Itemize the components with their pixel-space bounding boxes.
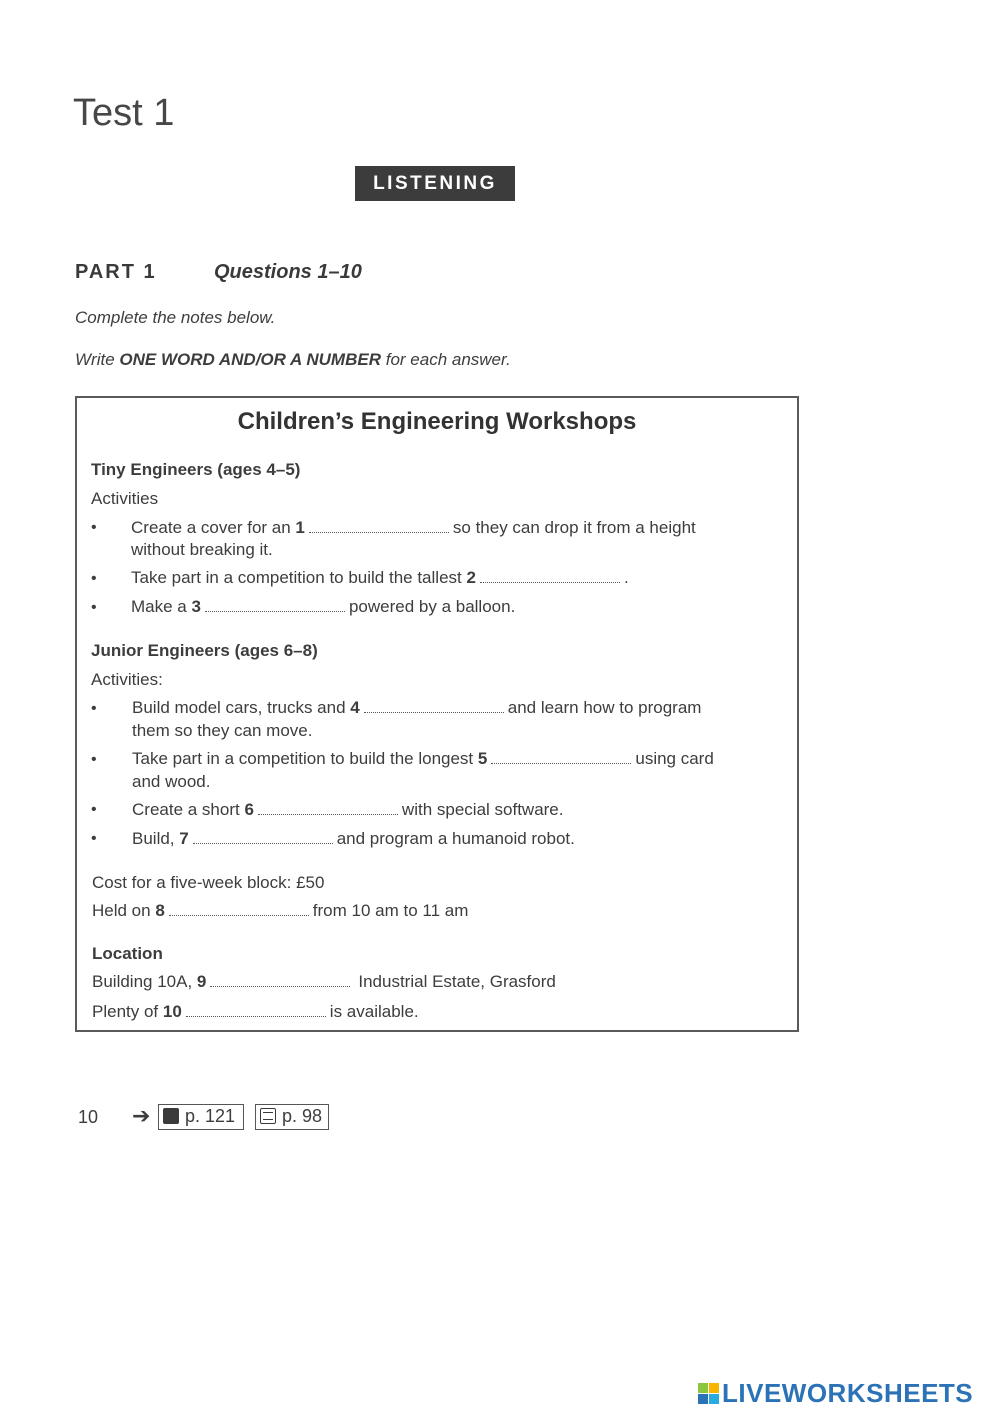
bullet-icon: • xyxy=(91,599,97,616)
arrow-right-icon: ➔ xyxy=(132,1103,151,1128)
section-banner: LISTENING xyxy=(355,166,515,201)
text: Create a short xyxy=(132,800,245,819)
junior-activities-label: Activities: xyxy=(91,670,163,689)
reference-text: p. 121 xyxy=(185,1106,236,1126)
notes-title: Children’s Engineering Workshops xyxy=(237,408,637,435)
page-number: 10 xyxy=(78,1107,99,1127)
tiny-activity-3 xyxy=(131,597,515,617)
junior-activity-3 xyxy=(132,800,564,820)
notes-box xyxy=(75,396,799,1032)
question-number: 9 xyxy=(196,972,207,991)
answer-gap-10[interactable] xyxy=(186,1005,326,1017)
tiny-activities-label: Activities xyxy=(91,489,159,508)
question-number: 1 xyxy=(295,518,305,537)
question-number: 6 xyxy=(244,800,254,819)
instruction-prefix: Write xyxy=(75,350,120,369)
question-number: 5 xyxy=(477,749,488,768)
text: Create a cover for an xyxy=(131,518,296,537)
answer-key-icon xyxy=(260,1108,276,1124)
text: Build, xyxy=(132,829,180,848)
text: Take part in a competition to build the tallest xyxy=(131,568,467,587)
bullet-icon: • xyxy=(91,700,97,717)
answer-gap-2[interactable] xyxy=(480,571,620,583)
junior-activity-1 xyxy=(132,698,701,718)
bullet-icon: • xyxy=(91,751,97,768)
text: and learn how to program xyxy=(507,698,702,717)
brand-name: LIVEWORKSHEETS xyxy=(722,1378,974,1408)
question-number: 7 xyxy=(179,829,189,848)
tiny-activity-2 xyxy=(131,568,629,588)
text: Building 10A, xyxy=(92,972,197,991)
text: Build model cars, trucks and xyxy=(132,698,351,717)
text: Held on xyxy=(92,901,156,920)
answer-gap-9[interactable] xyxy=(210,975,350,987)
junior-activity-2-cont: and wood. xyxy=(132,772,211,791)
answer-key-reference[interactable] xyxy=(255,1104,329,1130)
text: is available. xyxy=(329,1002,419,1021)
bullet-icon: • xyxy=(91,830,97,847)
reference-text: p. 98 xyxy=(282,1106,323,1126)
part-heading xyxy=(75,261,362,284)
tiny-engineers-heading: Tiny Engineers (ages 4–5) xyxy=(91,460,301,479)
part-questions: Questions 1–10 xyxy=(214,261,362,283)
text: Make a xyxy=(131,597,192,616)
text: . xyxy=(623,568,629,587)
answer-gap-5[interactable] xyxy=(491,752,631,764)
held-info xyxy=(92,901,468,921)
liveworksheets-brand[interactable] xyxy=(698,1378,973,1408)
part-label: PART 1 xyxy=(75,261,157,283)
text: Plenty of xyxy=(92,1002,163,1021)
text: powered by a balloon. xyxy=(348,597,516,616)
text: using card xyxy=(635,749,714,768)
text: and program a humanoid robot. xyxy=(336,829,575,848)
liveworksheets-logo-icon xyxy=(698,1383,720,1405)
instruction-word-limit xyxy=(75,350,511,370)
text: Industrial Estate, Grasford xyxy=(358,972,556,991)
answer-gap-6[interactable] xyxy=(258,803,398,815)
answer-gap-3[interactable] xyxy=(205,600,345,612)
answer-gap-1[interactable] xyxy=(309,521,449,533)
text: so they can drop it from a height xyxy=(452,518,696,537)
text: with special software. xyxy=(401,800,564,819)
junior-engineers-heading: Junior Engineers (ages 6–8) xyxy=(91,641,318,660)
page-title: Test 1 xyxy=(73,92,175,134)
text: from 10 am to 11 am xyxy=(312,901,469,920)
question-number: 8 xyxy=(155,901,165,920)
location-plenty xyxy=(92,1002,419,1022)
instruction-complete-notes: Complete the notes below. xyxy=(75,308,276,327)
location-building xyxy=(92,972,556,992)
answer-gap-8[interactable] xyxy=(169,904,309,916)
question-number: 2 xyxy=(466,568,476,587)
instruction-limit: ONE WORD AND/OR A NUMBER xyxy=(119,350,381,369)
junior-activity-4 xyxy=(132,829,575,849)
junior-activity-1-cont: them so they can move. xyxy=(132,721,313,740)
answer-gap-4[interactable] xyxy=(364,701,504,713)
audio-script-icon xyxy=(163,1108,179,1124)
instruction-suffix: for each answer. xyxy=(381,350,511,369)
answer-gap-7[interactable] xyxy=(193,832,333,844)
question-number: 3 xyxy=(191,597,201,616)
bullet-icon: • xyxy=(91,570,97,587)
text: Take part in a competition to build the longest xyxy=(132,749,478,768)
question-number: 4 xyxy=(350,698,360,717)
location-heading: Location xyxy=(92,944,163,963)
tiny-activity-1-cont: without breaking it. xyxy=(131,540,273,559)
junior-activity-2 xyxy=(132,749,714,769)
tiny-activity-1 xyxy=(131,518,696,538)
question-number: 10 xyxy=(162,1002,182,1021)
bullet-icon: • xyxy=(91,519,97,536)
bullet-icon: • xyxy=(91,801,97,818)
audio-script-reference[interactable] xyxy=(158,1104,244,1130)
cost-info: Cost for a five-week block: £50 xyxy=(92,873,325,892)
